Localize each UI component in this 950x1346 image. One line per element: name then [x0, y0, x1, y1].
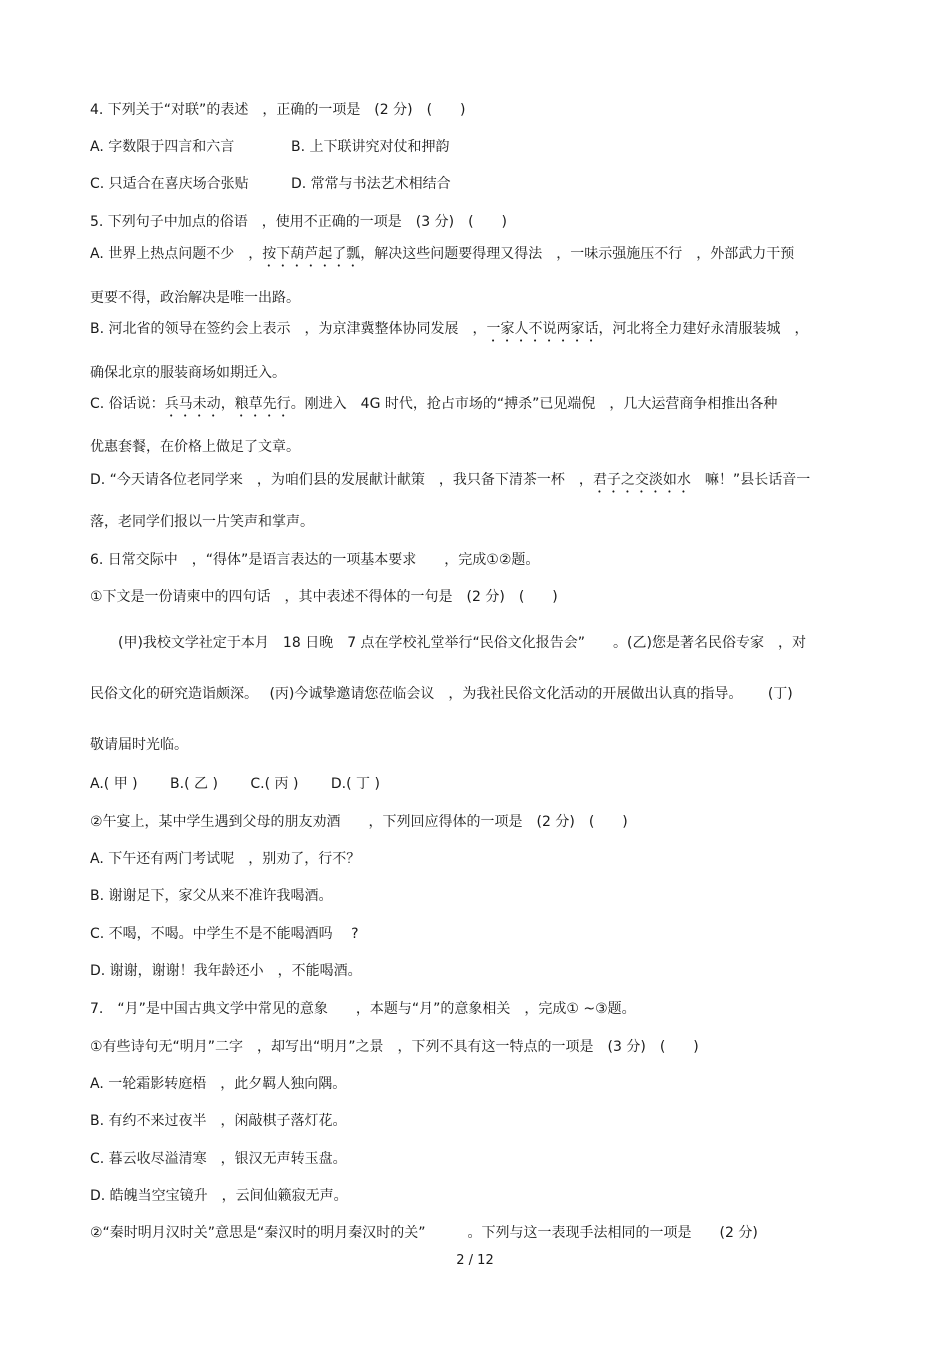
q6-passage-line2: 民俗文化的研究造诣颇深。 (丙)今诚挚邀请您莅临会议 ，为我社民俗文化活动的开展做出认真的指导。 (丁): [90, 686, 793, 702]
q5-option-d-cont: 落，老同学们报以一片笑声和掌声。: [90, 514, 314, 530]
q4-option-d: D. 常常与书法艺术相结合: [291, 176, 451, 192]
emphasized-proverb: 粮草先行: [234, 396, 291, 412]
q4-stem: 4. 下列关于“对联”的表述 ，正确的一项是 (2 分) ( ): [90, 102, 466, 118]
q6-passage-line3: 敬请届时光临。: [90, 737, 188, 753]
q6-sub1-options: A.( 甲 ) B.( 乙 ) C.( 丙 ) D.( 丁 ): [90, 776, 380, 792]
q6-sub2-option-c: C. 不喝，不喝。中学生不是不能喝酒吗 ?: [90, 926, 359, 942]
emphasized-proverb: 君子之交淡如水: [592, 472, 691, 488]
page-number: 2 / 12: [456, 1253, 494, 1268]
q6-stem: 6. 日常交际中 ，“得体”是语言表达的一项基本要求 ，完成①②题。: [90, 552, 540, 568]
q4-options-ab: [90, 137, 450, 157]
q7-sub1-option-a: A. 一轮霜影转庭梧 ，此夕羁人独向隅。: [90, 1076, 347, 1092]
q5-option-c-cont: 优惠套餐，在价格上做足了文章。: [90, 439, 300, 455]
q7-sub1-option-d: D. 皓魄当空宝镜升 ，云间仙籁寂无声。: [90, 1188, 348, 1204]
q6-sub2-option-d: D. 谢谢，谢谢！我年龄还小 ，不能喝酒。: [90, 963, 362, 979]
q7-sub1: ①有些诗句无“明月”二字 ，却写出“明月”之景 ，下列不具有这一特点的一项是 (3 分) ( ): [90, 1039, 699, 1055]
q5-option-c: C. 俗话说：兵马未动，粮草先行。刚进入 4G 时代，抢占市场的“搏杀”已见端倪 ，几大运营商争相推出各种: [90, 396, 778, 412]
q6-sub2-option-b: B. 谢谢足下，家父从来不准许我喝酒。: [90, 888, 333, 904]
q4-option-a: A. 字数限于四言和六言: [90, 139, 235, 155]
q7-sub2: ②“秦时明月汉时关”意思是“秦汉时的明月秦汉时的关” 。下列与这一表现手法相同的一项是 (2 分): [90, 1225, 758, 1241]
q5-option-b-cont: 确保北京的服装商场如期迁入。: [90, 365, 286, 381]
q5-option-d: D. “今天请各位老同学来 ，为咱们县的发展献计献策 ，我只备下清茶一杯 ，君子之交淡如水 嘛！”县长话音一: [90, 472, 811, 488]
q7-sub1-option-c: C. 暮云收尽溢清寒 ，银汉无声转玉盘。: [90, 1151, 347, 1167]
q5-option-a-cont: 更要不得，政治解决是唯一出路。: [90, 290, 300, 306]
q5-stem: 5. 下列句子中加点的俗语 ，使用不正确的一项是 (3 分) ( ): [90, 214, 508, 230]
q5-option-b: B. 河北省的领导在签约会上表示 ，为京津冀整体协同发展 ，一家人不说两家话，河北将全力建好永清服装城 ，: [90, 321, 809, 337]
emphasized-proverb: 一家人不说两家话: [486, 321, 599, 337]
q4-option-c: C. 只适合在喜庆场合张贴: [90, 176, 249, 192]
q5-option-a: A. 世界上热点问题不少 ，按下葫芦起了瓢，解决这些问题要得理又得法 ，一味示强施压不行 ，外部武力干预: [90, 246, 795, 262]
q6-sub2: ②午宴上，某中学生遇到父母的朋友劝酒 ，下列回应得体的一项是 (2 分) ( ): [90, 814, 628, 830]
q6-sub1: ①下文是一份请柬中的四句话 ，其中表述不得体的一句是 (2 分) ( ): [90, 589, 558, 605]
emphasized-proverb: 兵马未动: [164, 396, 221, 412]
emphasized-proverb: 按下葫芦起了瓢: [262, 246, 361, 262]
q6-passage-line1: (甲)我校文学社定于本月 18 日晚 7 点在学校礼堂举行“民俗文化报告会” 。(乙)您是著名民俗专家 ，对: [90, 635, 806, 651]
q6-sub2-option-a: A. 下午还有两门考试呢 ，别劝了，行不？: [90, 851, 361, 867]
q7-stem: 7. “月”是中国古典文学中常见的意象 ，本题与“月”的意象相关 ，完成① ~③题。: [90, 1001, 636, 1017]
q4-option-b: B. 上下联讲究对仗和押韵: [291, 139, 450, 155]
q7-sub1-option-b: B. 有约不来过夜半 ，闲敲棋子落灯花。: [90, 1113, 347, 1129]
q4-options-cd: [90, 174, 451, 194]
